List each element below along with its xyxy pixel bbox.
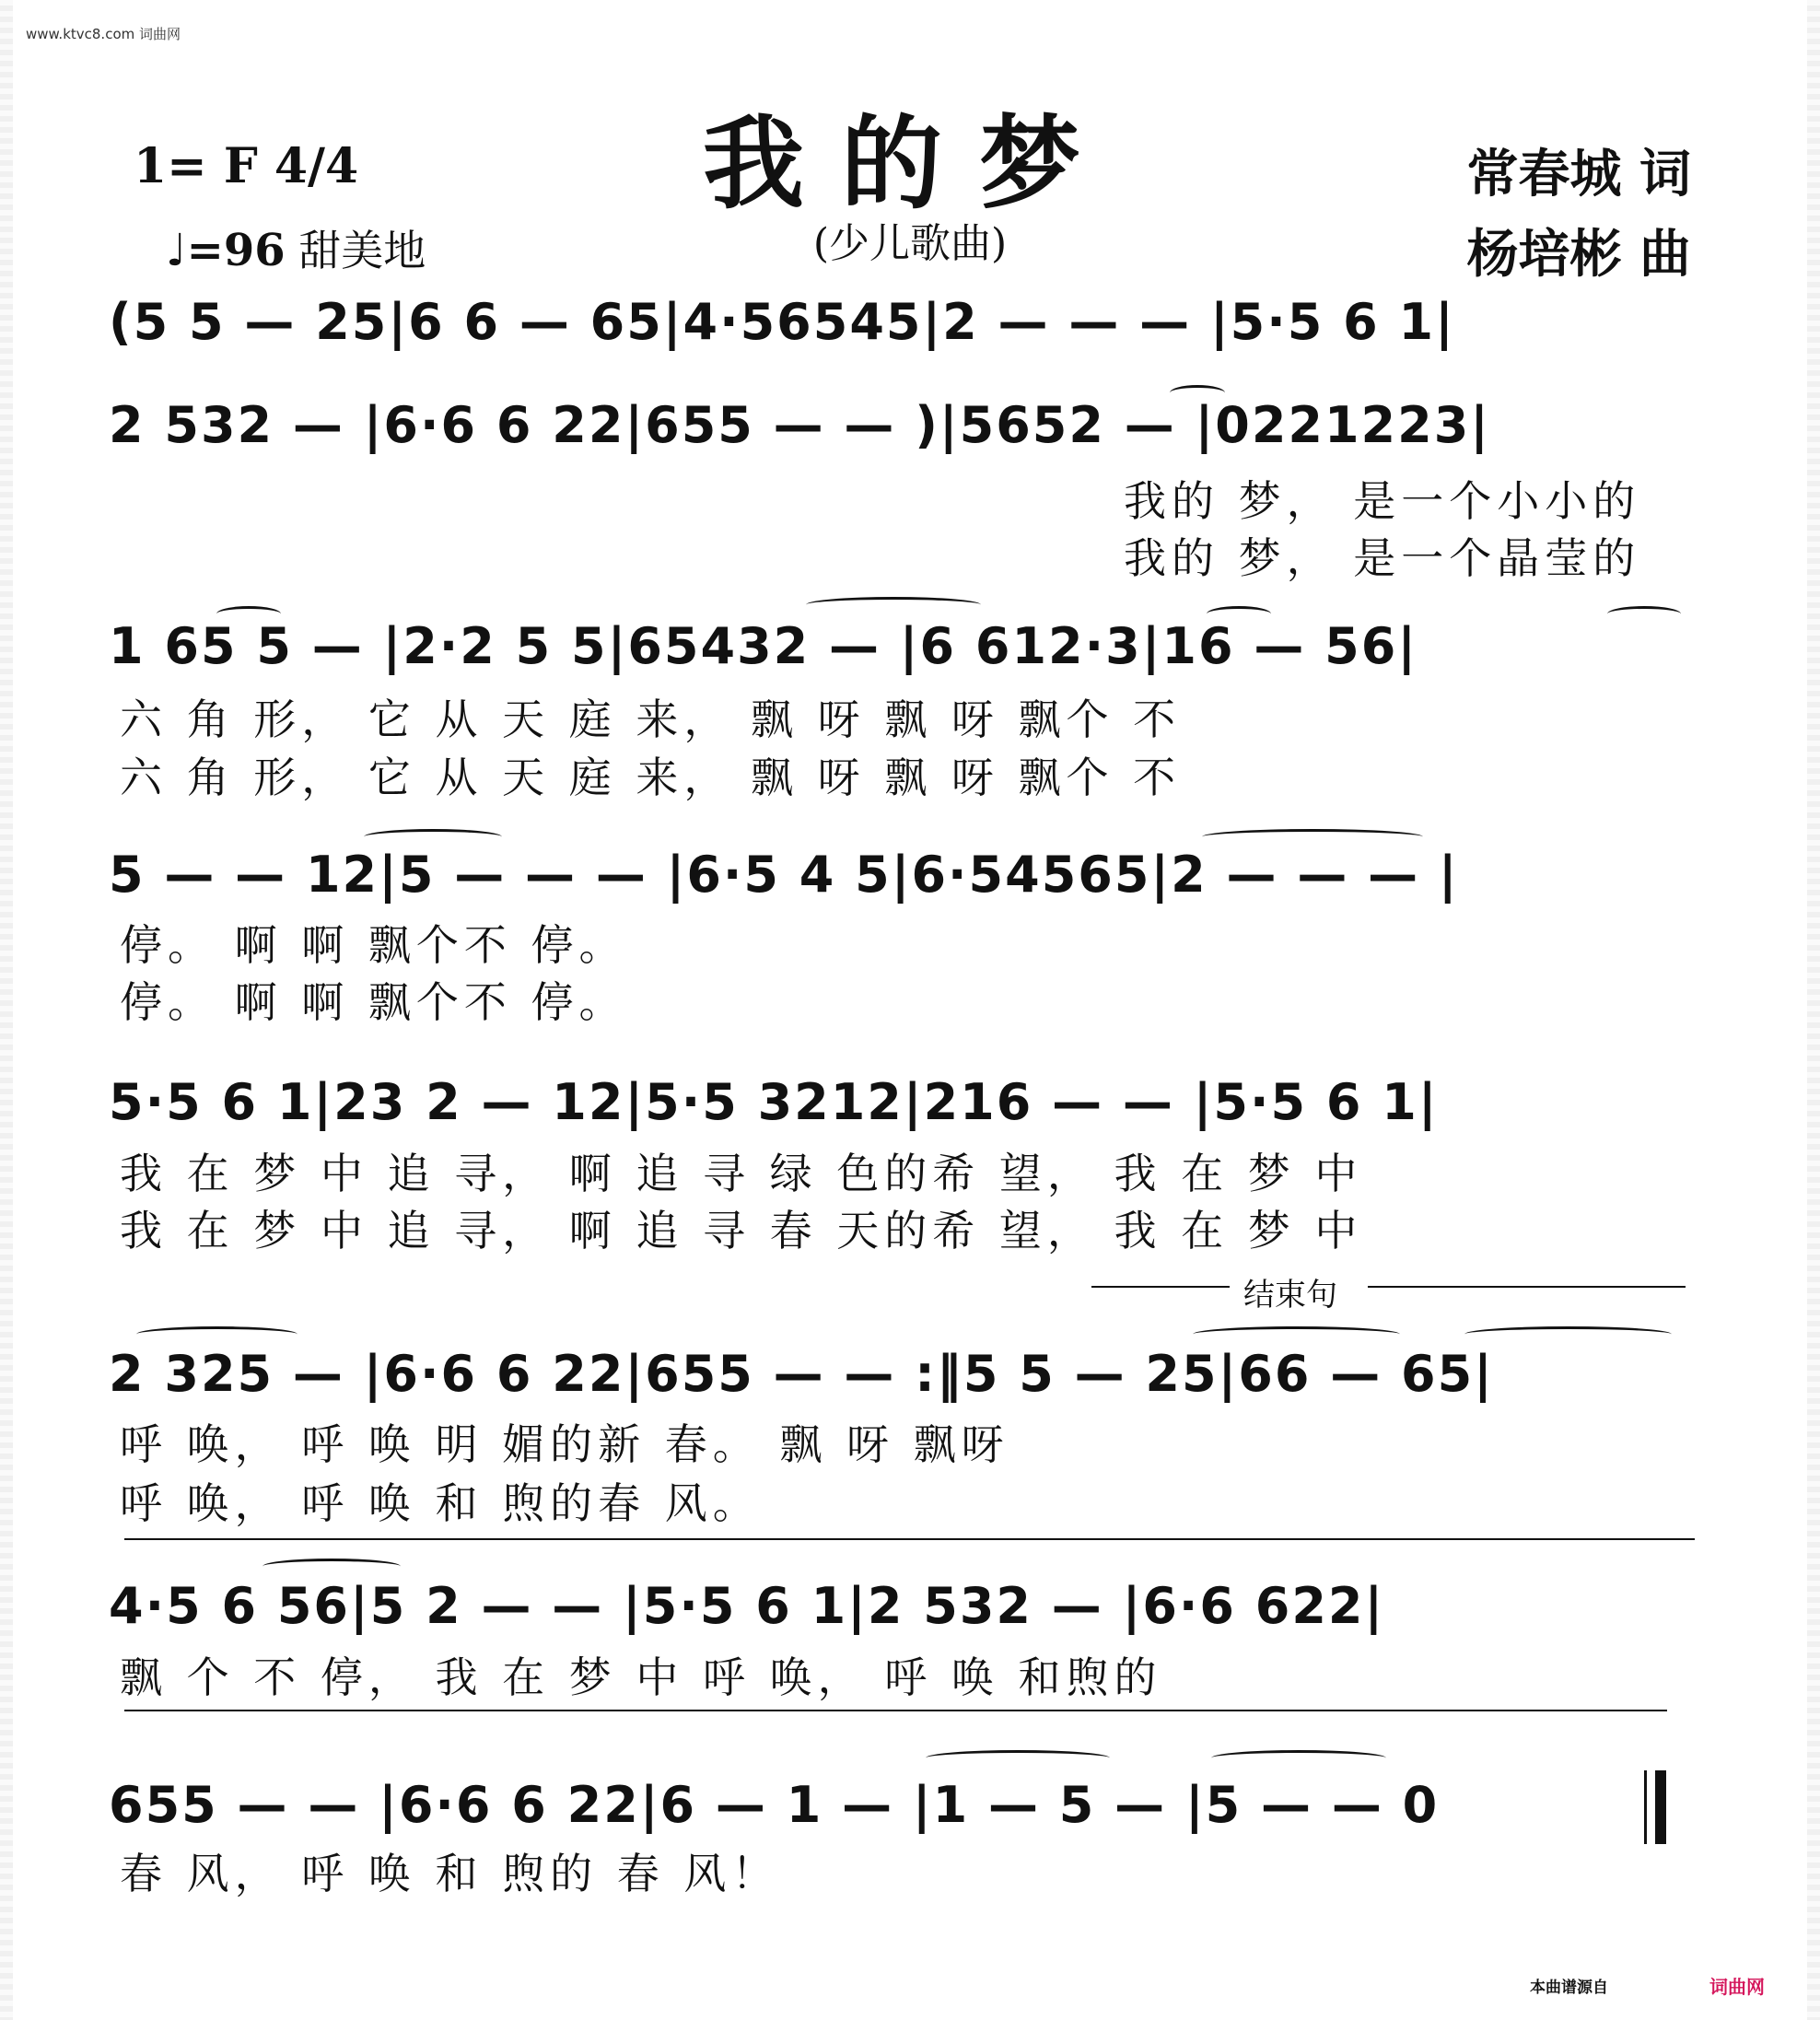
coda-divider: [124, 1710, 1667, 1711]
slur-mark: [216, 606, 281, 622]
tempo-marking: [166, 217, 426, 278]
slur-mark: [1464, 1326, 1672, 1342]
lyric-row-8: 春 风， 呼 唤 和 煦的 春 风！: [120, 1849, 780, 1898]
lyric-row-5-verse-2: 我 在 梦 中 追 寻， 啊 追 寻 春 天的希 望， 我 在 梦 中: [120, 1206, 1363, 1255]
lyric-row-2-verse-1: 我的 梦， 是一个小小的: [1124, 476, 1641, 526]
lyric-row-5-verse-1: 我 在 梦 中 追 寻， 啊 追 寻 绿 色的希 望， 我 在 梦 中: [120, 1149, 1363, 1198]
lyric-row-3-verse-2: 六 角 形， 它 从 天 庭 来， 飘 呀 飘 呀 飘个 不: [120, 753, 1182, 802]
lyric-row-3-verse-1: 六 角 形， 它 从 天 庭 来， 飘 呀 飘 呀 飘个 不: [120, 695, 1182, 744]
final-barline-thin: [1644, 1770, 1647, 1844]
ending-label: 结束句: [1243, 1277, 1337, 1314]
slur-mark: [1170, 385, 1225, 401]
notation-row-8: 655 — — |6·6 6 22|6 — 1 — |1 — 5 — |5 — — 0: [109, 1776, 1440, 1834]
section-divider: [124, 1538, 1695, 1540]
notation-row-4: 5 — — 12|5 — — — |6·5 4 5|6·54565|2 — — — |: [109, 846, 1459, 904]
slur-mark: [1207, 606, 1271, 622]
tempo-expression: 甜美地: [298, 226, 426, 275]
notation-row-1: (5 5 — 25|6 6 — 65|4·56545|2 — — — |5·5 6 1|: [109, 293, 1455, 351]
footer-brand-logo[interactable]: 词曲网: [1709, 1976, 1765, 1998]
right-margin-strip: [1807, 0, 1820, 2020]
site-watermark: www.ktvc8.com 词曲网: [26, 26, 181, 42]
notation-row-2: 2 532 — |6·6 6 22|655 — — )|5652 — |0221223|: [109, 396, 1490, 454]
composer-credit: 杨培彬 曲: [1466, 224, 1691, 285]
lyric-row-4-verse-2: 停。 啊 啊 飘个不 停。: [120, 977, 627, 1027]
quarter-note-icon: ♩: [166, 225, 187, 276]
song-title: 我的梦: [703, 104, 1117, 223]
ending-bracket-right: [1368, 1286, 1686, 1288]
tempo-value: =96: [186, 225, 286, 276]
notation-row-5: 5·5 6 1|23 2 — 12|5·5 3212|216 — — |5·5 6 1|: [109, 1073, 1439, 1131]
lyric-row-2-verse-2: 我的 梦， 是一个晶莹的: [1124, 533, 1641, 583]
key-signature: 1= F 4/4: [134, 138, 359, 194]
slur-mark: [262, 1559, 401, 1574]
slur-mark: [364, 829, 502, 845]
slur-mark: [1211, 1750, 1386, 1766]
notation-row-6: 2 325 — |6·6 6 22|655 — — :‖5 5 — 25|66 — 65|: [109, 1345, 1494, 1403]
final-barline-thick: [1655, 1770, 1666, 1844]
lyric-row-6-verse-2: 呼 唤， 呼 唤 和 煦的春 风。: [120, 1478, 761, 1528]
slur-mark: [136, 1326, 298, 1342]
song-subtitle: (少儿歌曲): [812, 220, 1008, 267]
footer-source-label: 本曲谱源自: [1530, 1979, 1608, 1997]
slur-mark: [1193, 1326, 1400, 1342]
slur-mark: [926, 1750, 1110, 1766]
slur-mark: [1202, 829, 1423, 845]
slur-mark: [806, 597, 981, 613]
left-margin-strip: [0, 0, 13, 2020]
lyric-row-7: 飘 个 不 停， 我 在 梦 中 呼 唤， 呼 唤 和煦的: [120, 1652, 1162, 1702]
notation-row-3: 1 65 5 — |2·2 5 5|65432 — |6 612·3|16 — 56|: [109, 617, 1418, 675]
notation-row-7: 4·5 6 56|5 2 — — |5·5 6 1|2 532 — |6·6 622|: [109, 1577, 1385, 1635]
ending-bracket-left: [1091, 1286, 1230, 1288]
slur-mark: [1607, 606, 1681, 622]
lyric-row-4-verse-1: 停。 啊 啊 飘个不 停。: [120, 920, 627, 970]
lyricist-credit: 常春城 词: [1466, 144, 1691, 204]
lyric-row-6-verse-1: 呼 唤， 呼 唤 明 媚的新 春。 飘 呀 飘呀: [120, 1419, 1009, 1469]
